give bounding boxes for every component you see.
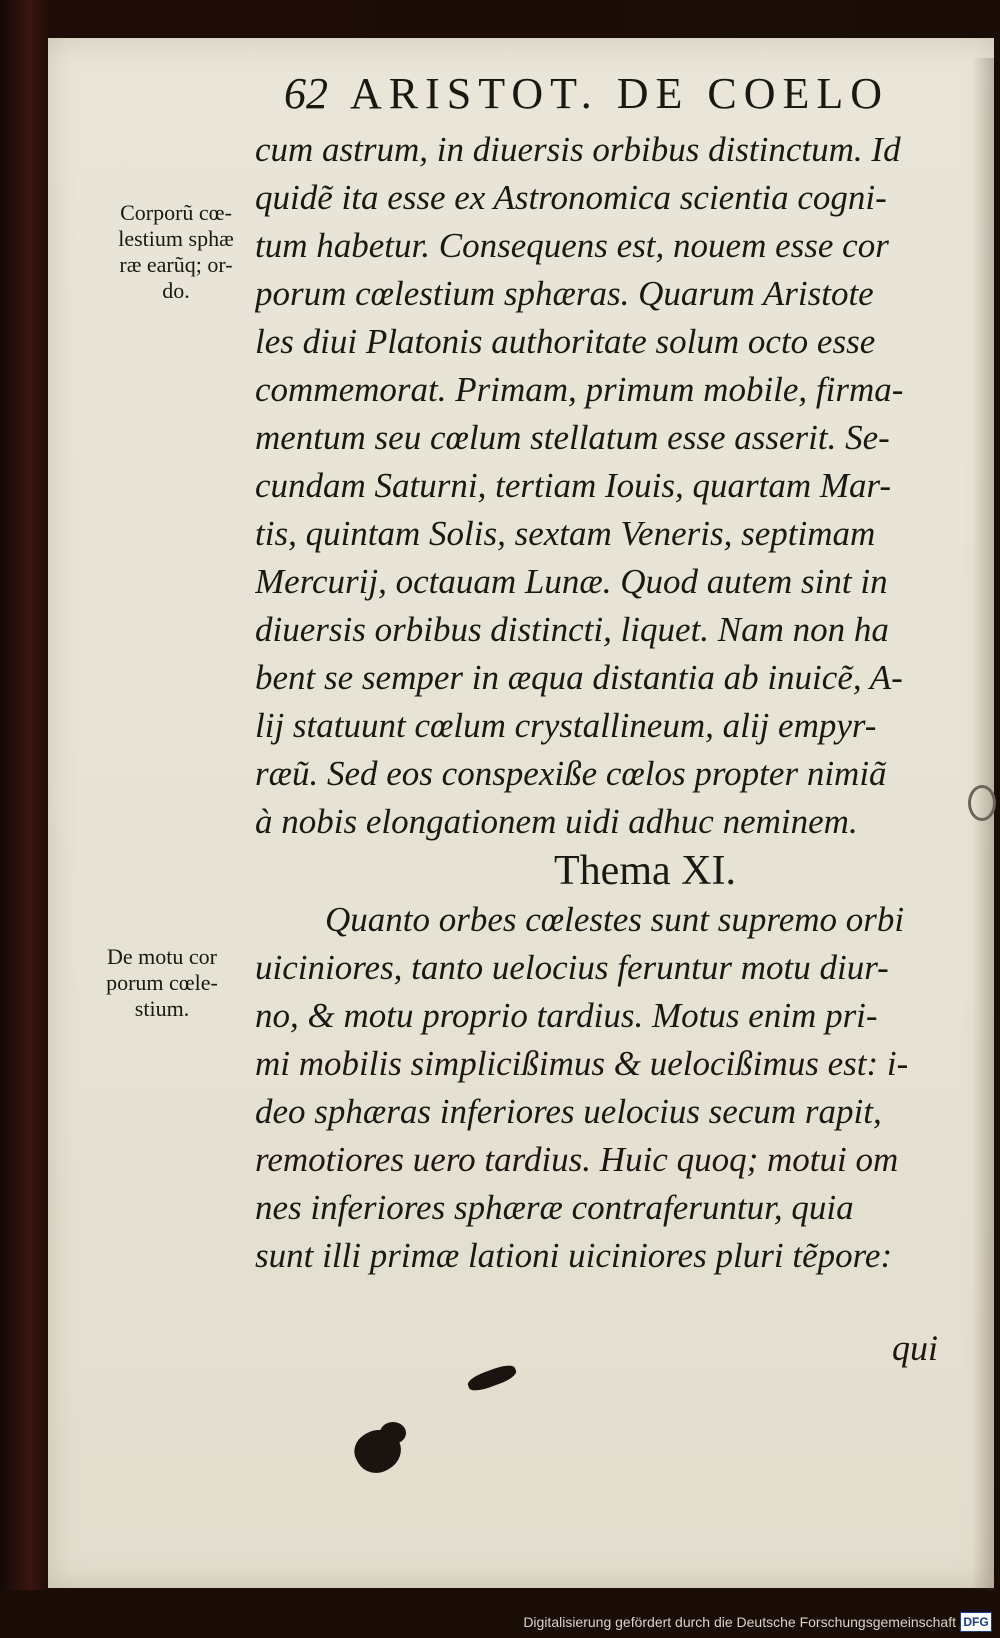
margin-note-line: ræ earũq; or- [119,252,233,277]
text-line: à nobis elongationem uidi adhuc neminem. [255,802,858,841]
text-line: cum astrum, in diuersis orbibus distinctum. Id [255,130,901,169]
section-title: Thema XI. [554,848,736,894]
margin-note-line: do. [162,278,190,303]
text-line: commemorat. Primam, primum mobile, firma- [255,370,904,409]
running-title: ARISTOT. DE COELO [350,69,890,118]
funding-credit: Digitalisierung gefördert durch die Deutsche Forschungsgemeinschaft [523,1614,956,1630]
margin-note-spheres [96,200,256,304]
margin-note-line: lestium sphæ [118,226,234,251]
text-line: remotiores uero tardius. Huic quoq; motui om [255,1140,899,1179]
text-line: les diui Platonis authoritate solum octo esse [255,322,876,361]
text-line: uiciniores, tanto uelocius feruntur motu diur- [255,948,889,987]
margin-note-line: stium. [134,996,190,1021]
text-line: tis, quintam Solis, sextam Veneris, septimam [255,514,876,553]
page-edge-shadow [972,58,994,1598]
catchword: qui [891,1328,938,1368]
text-line: mi mobilis simplicißimus & uelocißimus est: i- [255,1044,909,1083]
margin-note-line: De motu cor [107,944,217,969]
page-number: 62 [284,69,328,118]
text-line: diuersis orbibus distincti, liquet. Nam non ha [255,610,889,649]
text-line: tum habetur. Consequens est, nouem esse cor [255,226,889,265]
text-line: cundam Saturni, tertiam Iouis, quartam Mar- [255,466,892,505]
text-line: Quanto orbes cœlestes sunt supremo orbi [325,900,905,939]
margin-note-line: Corporũ cœ- [120,200,232,225]
margin-note-line: porum cœle- [106,970,218,995]
text-line: porum cœlestium sphæras. Quarum Aristote [255,274,874,313]
text-line: bent se semper in æqua distantia ab inuicẽ, A- [255,658,903,697]
text-line: Mercurij, octauam Lunæ. Quod autem sint in [255,562,888,601]
footer-bar [0,1590,1000,1638]
running-header [284,68,944,128]
text-line: lij statuunt cœlum crystallineum, alij empyr- [255,706,877,745]
text-line: deo sphæras inferiores uelocius secum rapit, [255,1092,882,1131]
text-line: sunt illi primæ lationi uiciniores pluri tẽpore: [255,1236,893,1275]
text-line: mentum seu cœlum stellatum esse asserit. Se- [255,418,890,457]
ink-stain [380,1422,406,1444]
dfg-logo-icon: DFG [960,1612,992,1632]
text-line: nes inferiores sphæræ contraferuntur, quia [255,1188,854,1227]
text-line: ræũ. Sed eos conspexiße cœlos propter nimiã [255,754,887,793]
margin-note-motion [82,944,242,1022]
text-line: quidẽ ita esse ex Astronomica scientia cogni- [255,178,887,217]
binding-ring-mark [968,785,996,821]
main-text-block [255,126,975,1280]
text-line: no, & motu proprio tardius. Motus enim pri- [255,996,878,1035]
